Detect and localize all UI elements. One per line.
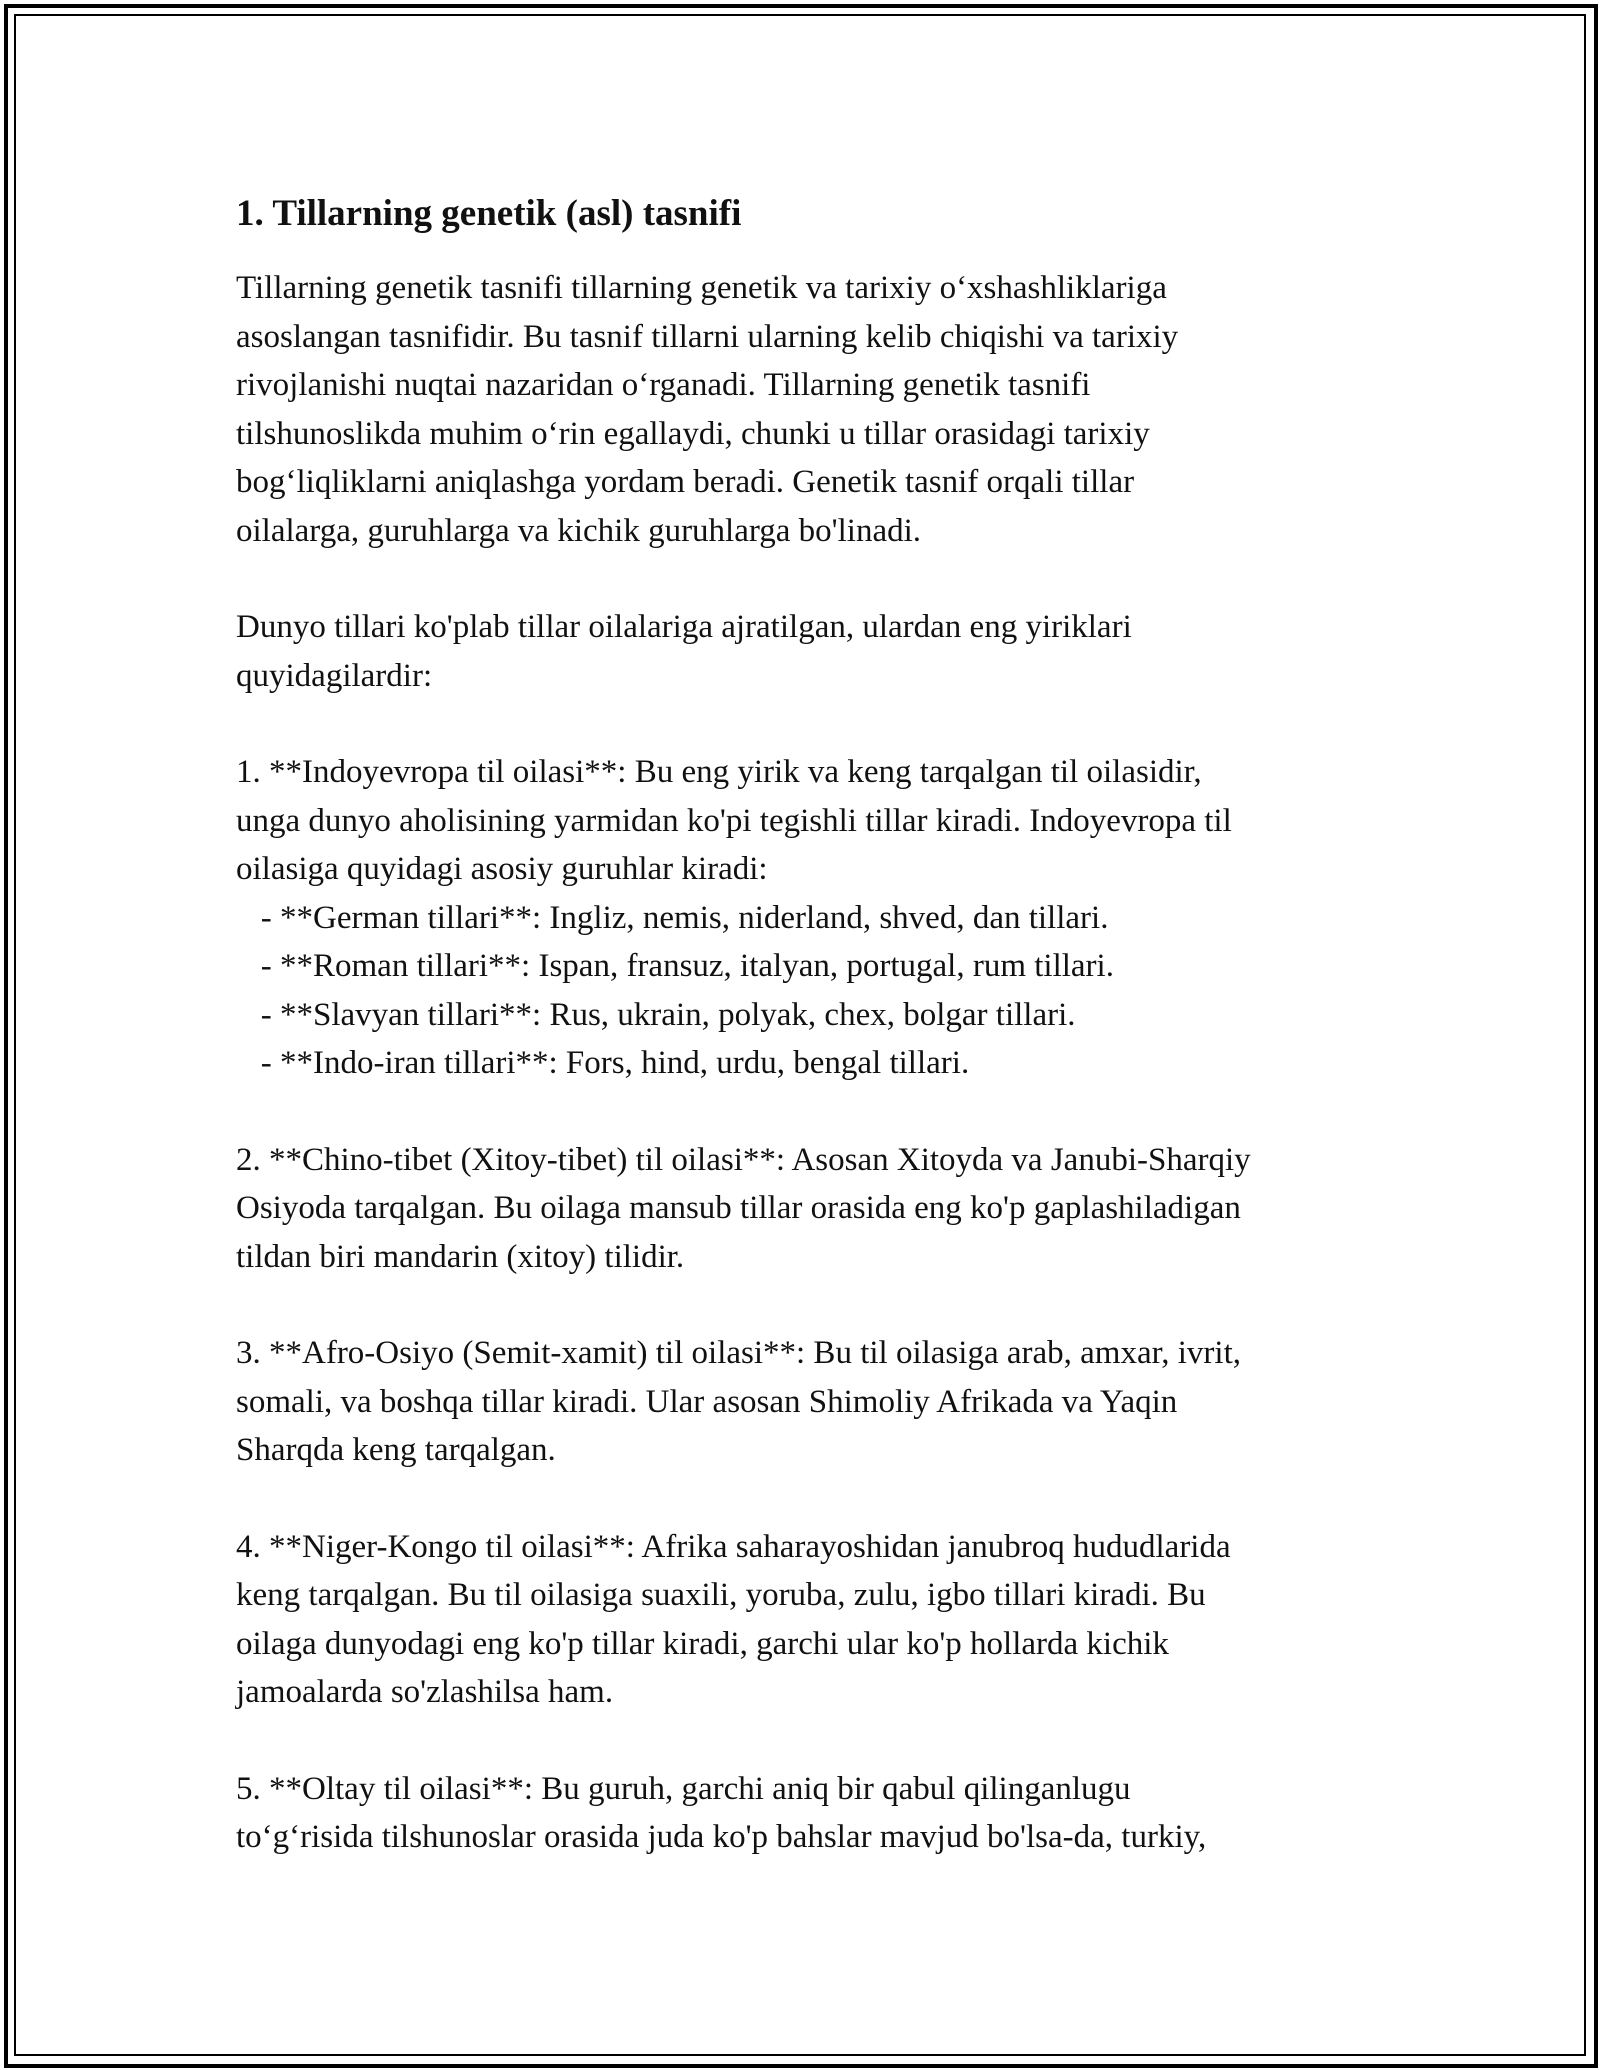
text-line: asoslangan tasnifidir. Bu tasnif tillarni ularning kelib chiqishi va tarixiy [236,318,1179,355]
family-5-altaic [236,1765,1416,1862]
text-line: 3. **Afro-Osiyo (Semit-xamit) til oilasi**: Bu til oilasiga arab, amxar, ivrit, [236,1335,1242,1371]
spacer [236,1475,1416,1523]
family-4-niger-congo [236,1523,1416,1717]
intro-paragraph [236,264,1416,555]
text-line: - **Slavyan tillari**: Rus, ukrain, polyak, chex, bolgar tillari. [236,996,1076,1033]
text-line: quyidagilardir: [236,657,433,694]
text-line: somali, va boshqa tillar kiradi. Ular asosan Shimoliy Afrikada va Yaqin [236,1383,1178,1420]
text-line: tildan biri mandarin (xitoy) tilidir. [236,1238,685,1275]
text-line: Sharqda keng tarqalgan. [236,1432,556,1468]
text-line: jamoalarda so'zlashilsa ham. [236,1674,614,1710]
text-line: 5. **Oltay til oilasi**: Bu guruh, garchi aniq bir qabul qilinganlugu [236,1770,1131,1807]
text-line: Dunyo tillari ko'plab tillar oilalariga ajratilgan, ulardan eng yiriklari [236,609,1132,645]
text-line: 4. **Niger-Kongo til oilasi**: Afrika saharayoshidan janubroq hududlarida [236,1528,1231,1565]
text-line: Osiyoda tarqalgan. Bu oilaga mansub tillar orasida eng ko'p gaplashiladigan [236,1190,1241,1226]
families-intro-paragraph [236,603,1416,700]
spacer [236,555,1416,603]
text-line: oilasiga quyidagi asosiy guruhlar kiradi: [236,851,768,887]
text-line: to‘g‘risida tilshunoslar orasida juda ko'p bahslar mavjud bo'lsa-da, turkiy, [236,1819,1207,1855]
text-line: - **Roman tillari**: Ispan, fransuz, italyan, portugal, rum tillari. [236,948,1114,984]
text-line: - **German tillari**: Ingliz, nemis, niderland, shved, dan tillari. [236,899,1109,936]
spacer [236,1281,1416,1329]
text-line: oilaga dunyodagi eng ko'p tillar kiradi, garchi ular ko'p hollarda kichik [236,1625,1169,1662]
text-line: rivojlanishi nuqtai nazaridan o‘rganadi. Tillarning genetik tasnifi [236,367,1091,403]
text-line: oilalarga, guruhlarga va kichik guruhlarga bo'linadi. [236,512,922,549]
text-line: Tillarning genetik tasnifi tillarning genetik va tarixiy o‘xshashliklariga [236,270,1167,306]
text-line: 2. **Chino-tibet (Xitoy-tibet) til oilasi**: Asosan Xitoyda va Janubi-Sharqiy [236,1141,1251,1178]
spacer [236,242,1416,264]
family-1-indoeuropean [236,748,1416,1088]
family-3-afroasiatic [236,1329,1416,1475]
document-title: 1. Tillarning genetik (asl) tasnifi [236,193,742,234]
spacer [236,1088,1416,1136]
text-line: tilshunoslikda muhim o‘rin egallaydi, chunki u tillar orasidagi tarixiy [236,415,1150,452]
text-line: 1. **Indoyevropa til oilasi**: Bu eng yirik va keng tarqalgan til oilasidir, [236,754,1202,790]
text-line: - **Indo-iran tillari**: Fors, hind, urdu, bengal tillari. [236,1045,970,1081]
spacer [236,1717,1416,1765]
family-2-sino-tibetan [236,1136,1416,1282]
document-body [236,186,1416,1862]
text-line: unga dunyo aholisining yarmidan ko'pi tegishli tillar kiradi. Indoyevropa til [236,802,1232,839]
text-line: keng tarqalgan. Bu til oilasiga suaxili, yoruba, zulu, igbo tillari kiradi. Bu [236,1577,1206,1613]
spacer [236,700,1416,748]
text-line: bog‘liqliklarni aniqlashga yordam beradi. Genetik tasnif orqali tillar [236,464,1135,500]
